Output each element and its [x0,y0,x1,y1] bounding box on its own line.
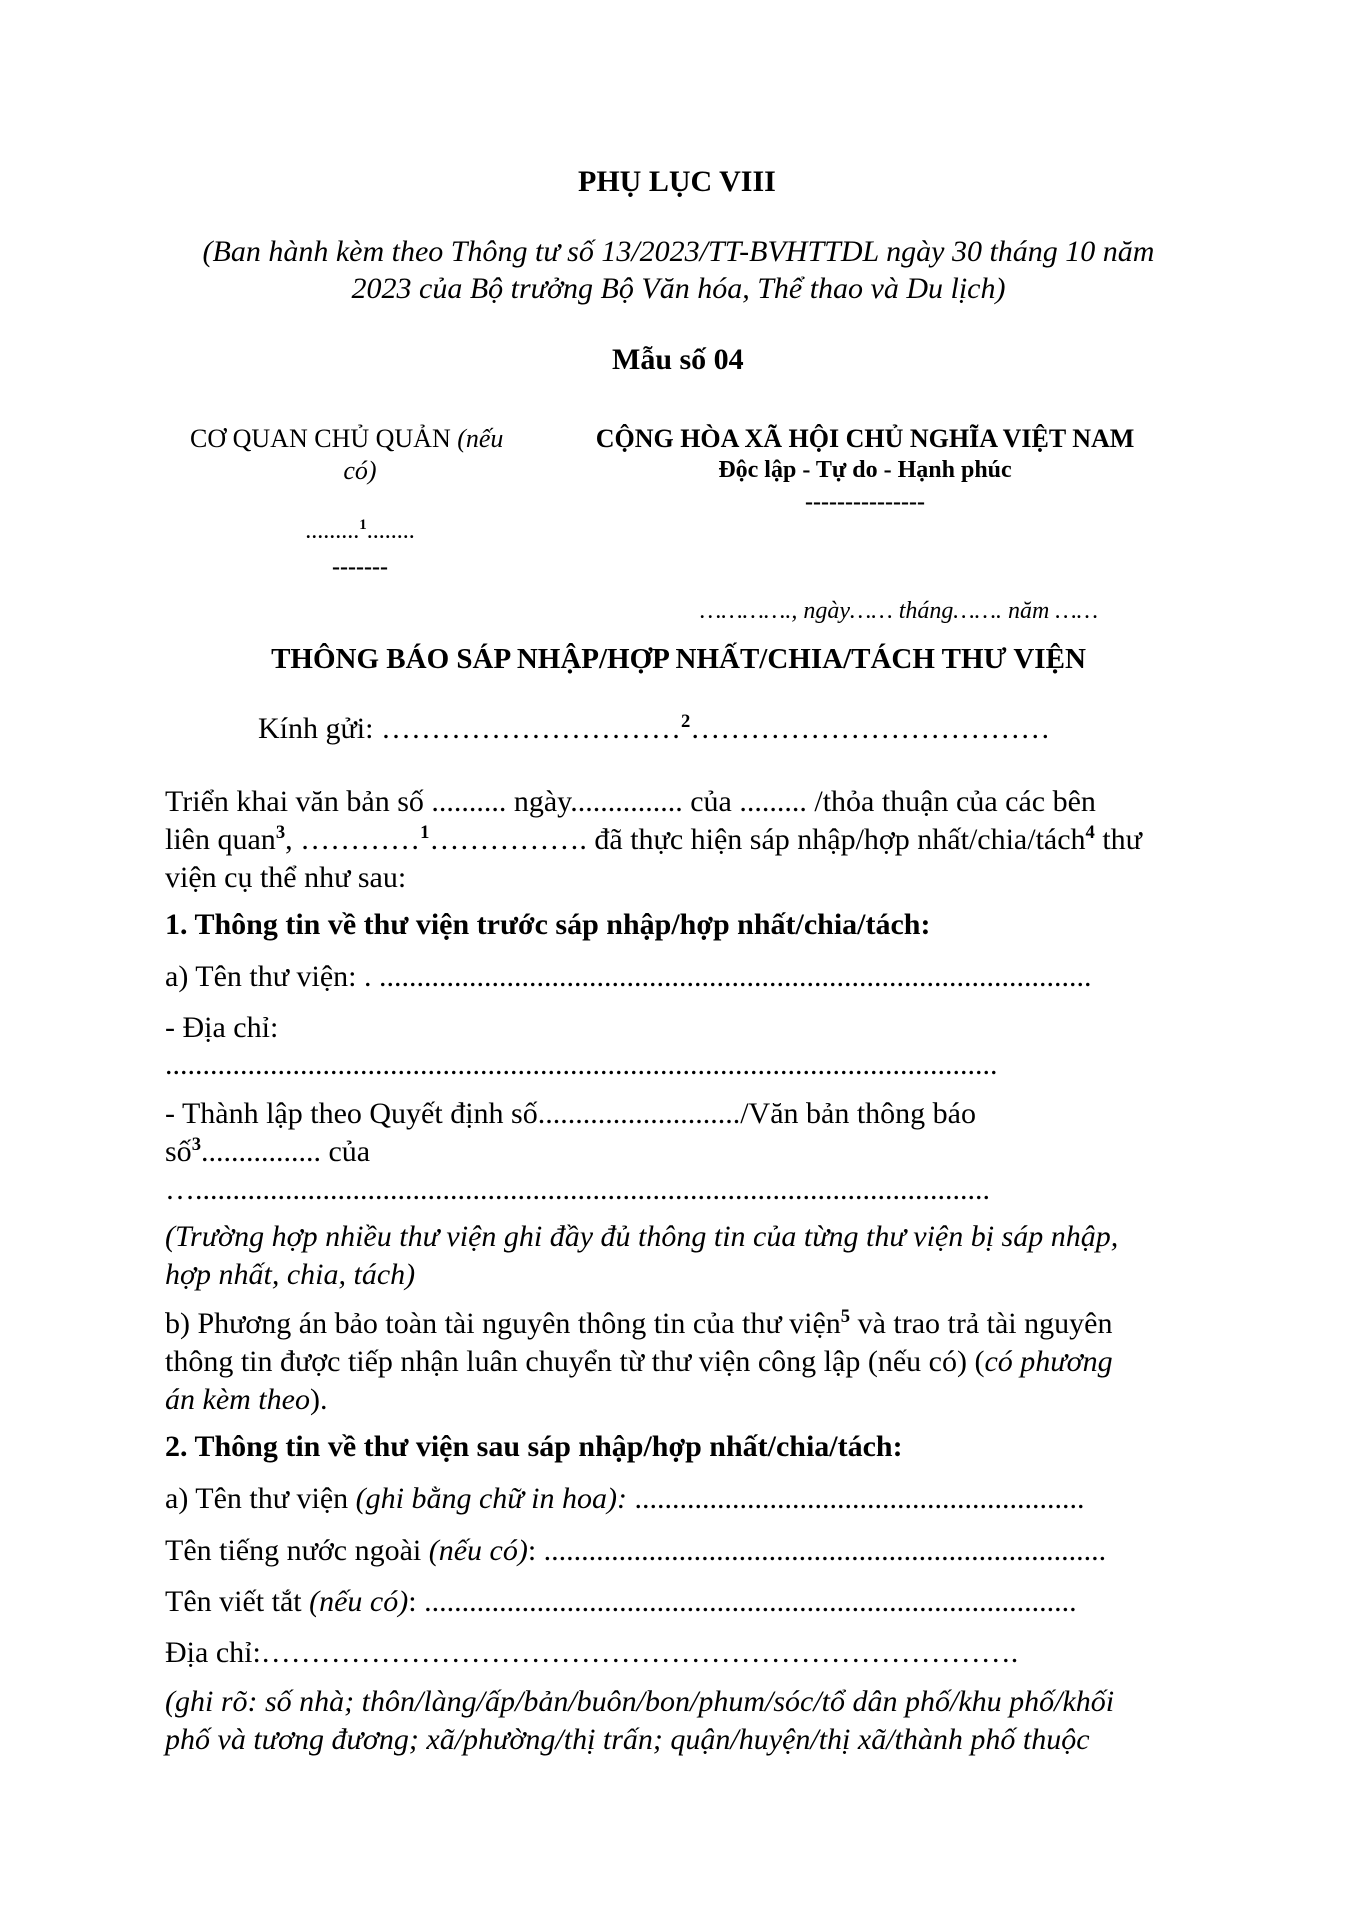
issued-note-line1: (Ban hành kèm theo Thông tư số 13/2023/TT-BVHTTDL ngày 30 tháng 10 năm [202,235,1155,268]
section2-address: Địa chỉ:…………………………………………………………………. [165,1636,1019,1669]
section1-decision-line: - Thành lập theo Quyết định số.........................../Văn bản thông báo [165,1097,976,1130]
agency-name-placeholder: .........$^1$........ [305,517,415,544]
section2-address-note1: (ghi rõ: số nhà; thôn/làng/ấp/bản/buôn/bon/phum/sóc/tổ dân phố/khu phố/khối [165,1685,1115,1718]
section1-number-dots: ….......................................................................................................... [165,1173,990,1206]
right-header-separator: --------------- [805,489,925,515]
document-title: THÔNG BÁO SÁP NHẬP/HỢP NHẤT/CHIA/TÁCH THƯ VIỆN [271,643,1086,675]
governing-agency-line2: có) [343,456,377,485]
section2-library-name: a) Tên thư viện (ghi bằng chữ in hoa): ............................................................ [165,1482,1085,1515]
section1-address-dots: ............................................................................................................... [165,1048,998,1081]
section2-heading: 2. Thông tin về thư viện sau sáp nhập/hợp nhất/chia/tách: [165,1430,903,1463]
national-motto: Độc lập - Tự do - Hạnh phúc [718,457,1012,483]
section1-heading: 1. Thông tin về thư viện trước sáp nhập/hợp nhất/chia/tách: [165,908,931,941]
section1-b-line1: b) Phương án bảo toàn tài nguyên thông tin của thư viện$^5$ và trao trả tài nguyên [165,1306,1113,1340]
intro-line2: liên quan$^3$, …………$^1$……………. đã thực hiện sáp nhập/hợp nhất/chia/tách$^4$ thư [165,822,1142,856]
recipient-line: Kính gửi: …………………………$^2$……………………………… [258,711,1051,745]
section2-abbreviation: Tên viết tắt (nếu có): ....................................................................................... [165,1585,1077,1618]
appendix-title: PHỤ LỤC VIII [578,165,776,198]
place-date-line: …………., ngày…… tháng……. năm …… [700,598,1099,624]
section2-foreign-name: Tên tiếng nước ngoài (nếu có): ........................................................................... [165,1534,1107,1567]
form-number: Mẫu số 04 [612,343,744,376]
intro-line1: Triển khai văn bản số .......... ngày............... của ......... /thỏa thuận của các bên [165,785,1096,818]
section1-note-line1: (Trường hợp nhiều thư viện ghi đầy đủ thông tin của từng thư viện bị sáp nhập, [165,1220,1119,1253]
governing-agency-line1: CƠ QUAN CHỦ QUẢN (nếu [190,424,504,453]
section1-address-label: - Địa chỉ: [165,1011,279,1044]
section1-b-line2: thông tin được tiếp nhận luân chuyển từ thư viện công lập (nếu có) (có phương [165,1345,1113,1378]
section1-library-name: a) Tên thư viện: . ............................................................................................... [165,960,1092,993]
issued-note-line2: 2023 của Bộ trưởng Bộ Văn hóa, Thể thao và Du lịch) [351,272,1006,305]
section1-note-line2: hợp nhất, chia, tách) [165,1258,416,1291]
left-header-separator: ------- [332,554,388,580]
section1-number-line: số$^3$................ của [165,1134,371,1168]
section1-b-line3: án kèm theo). [165,1383,328,1416]
section2-address-note2: phố và tương đương; xã/phường/thị trấn; quận/huyện/thị xã/thành phố thuộc [165,1723,1090,1756]
intro-line3: viện cụ thể như sau: [165,861,407,894]
nation-name: CỘNG HÒA XÃ HỘI CHỦ NGHĨA VIỆT NAM [595,424,1135,453]
